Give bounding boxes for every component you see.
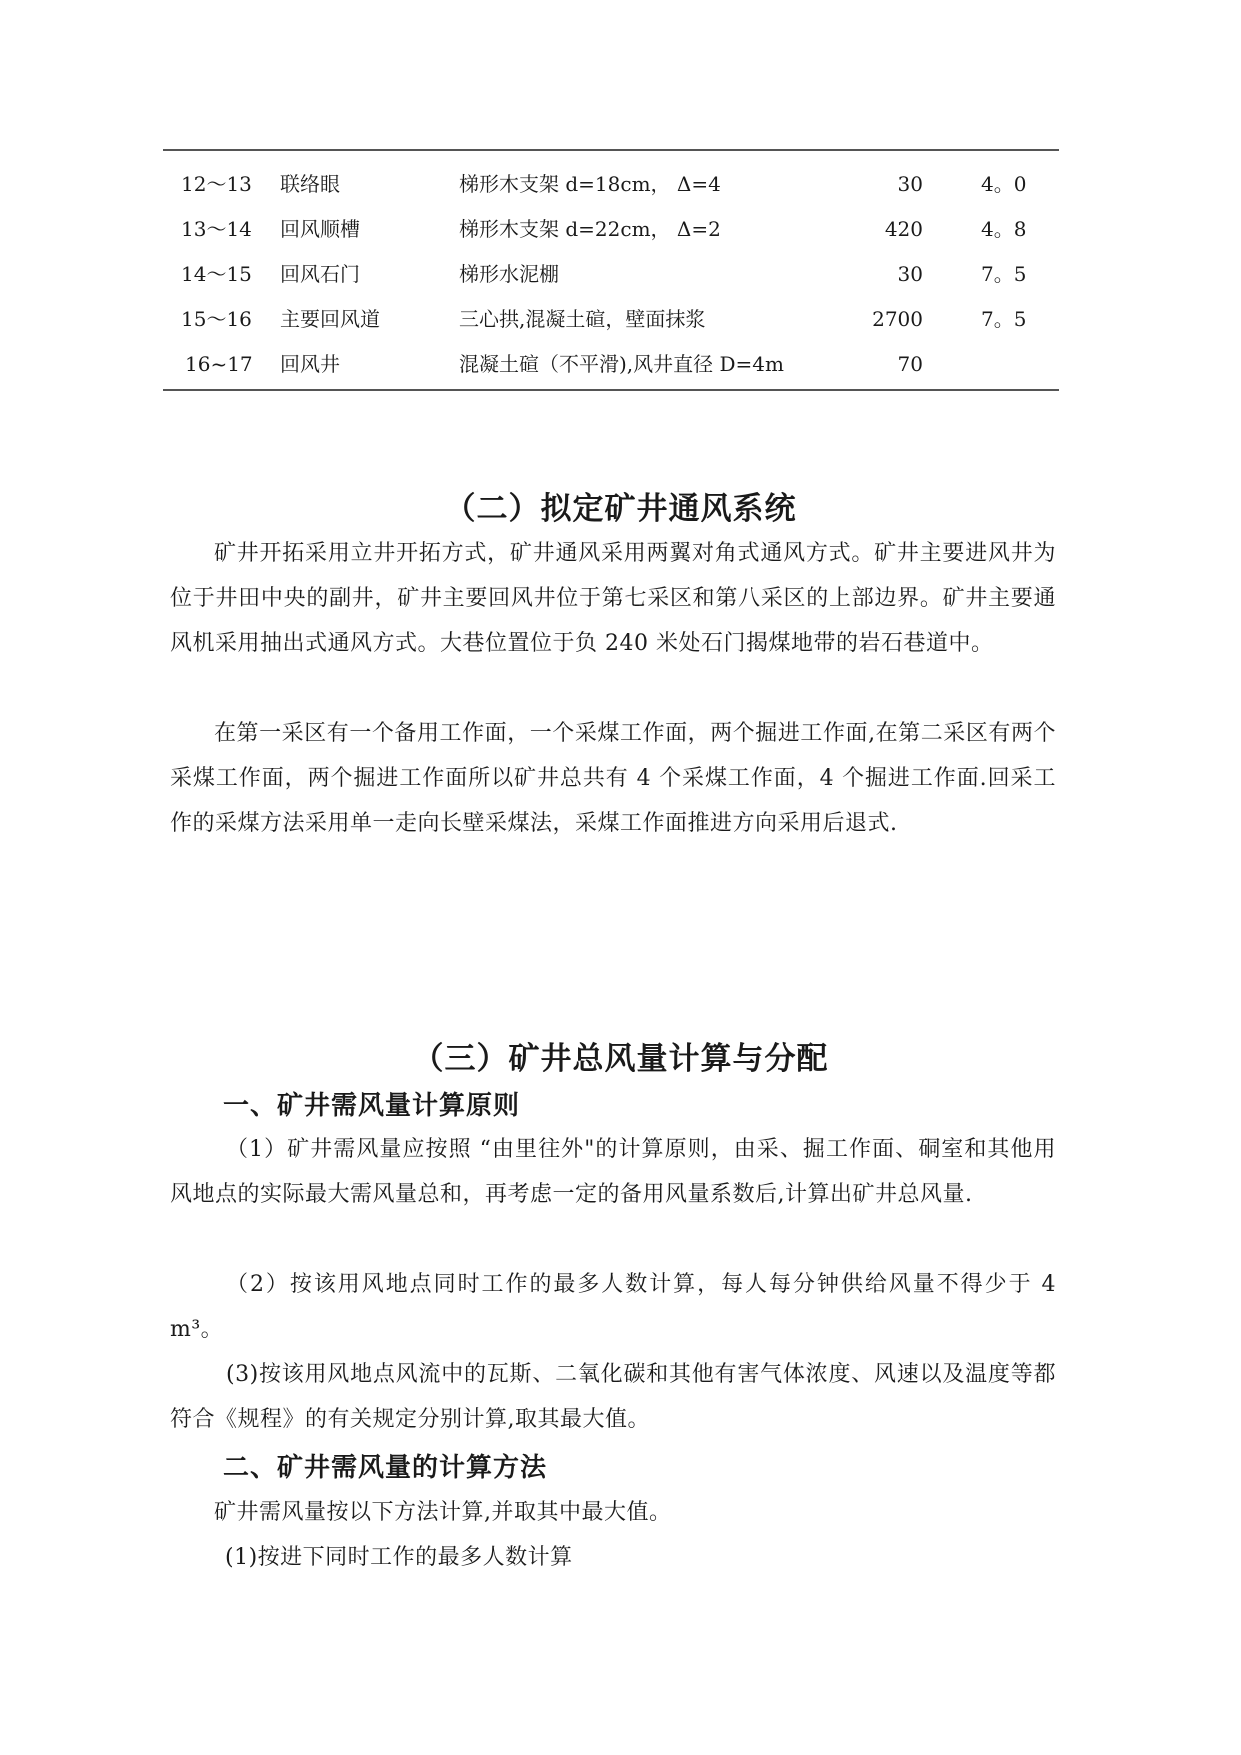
value-cell: 4。8 <box>981 217 1027 241</box>
method-1-text: (1)按进下同时工作的最多人数计算 <box>225 1545 573 1570</box>
length-cell: 30 <box>897 172 923 196</box>
support-cell: 梯形木支架 d=22cm， Δ=2 <box>459 217 721 241</box>
value-cell: 7。5 <box>981 307 1027 331</box>
section-cell: 15～16 <box>181 307 252 331</box>
section-cell: 14～15 <box>181 262 252 286</box>
section-cell: 16~17 <box>185 352 253 376</box>
roadway-name-cell: 回风顺槽 <box>280 217 360 241</box>
section-3-heading: （三）矿井总风量计算与分配 <box>412 1041 829 1077</box>
section-2-paragraph-1: 矿井开拓采用立井开拓方式，矿井通风采用两翼对角式通风方式。矿井主要进风井为位于井田中央的副井，矿井主要回风井位于第七采区和第八采区的上部边界。矿井主要通风机采用抽出式通风方式。大巷位置位于负 240 米处石门揭煤地带的岩石巷道中。 <box>170 541 1056 656</box>
principle-1-paragraph: （1）矿井需风量应按照 “由里往外"的计算原则，由采、掘工作面、硐室和其他用风地点的实际最大需风量总和，再考虑一定的备用风量系数后,计算出矿井总风量. <box>170 1137 1056 1207</box>
roadway-name-cell: 回风石门 <box>280 262 360 286</box>
roadway-table <box>163 149 1059 391</box>
methods-intro-text: 矿井需风量按以下方法计算,并取其中最大值。 <box>214 1500 672 1525</box>
table-row <box>163 342 1059 387</box>
support-cell: 三心拱,混凝土碹，壁面抹浆 <box>459 307 706 331</box>
principle-3-paragraph: (3)按该用风地点风流中的瓦斯、二氧化碳和其他有害气体浓度、风速以及温度等都符合《规程》的有关规定分别计算,取其最大值。 <box>170 1362 1056 1432</box>
value-cell: 4。0 <box>981 172 1027 196</box>
roadway-name-cell: 回风井 <box>280 352 340 376</box>
length-cell: 30 <box>897 262 923 286</box>
support-cell: 混凝土碹（不平滑),风井直径 D=4m <box>459 352 784 376</box>
roadway-name-cell: 主要回风道 <box>280 307 380 331</box>
table-row <box>163 297 1059 342</box>
length-cell: 70 <box>897 352 923 376</box>
subheading-principles: 一、矿井需风量计算原则 <box>223 1091 521 1121</box>
subheading-methods: 二、矿井需风量的计算方法 <box>223 1453 548 1483</box>
table-row <box>163 207 1059 252</box>
support-cell: 梯形水泥棚 <box>459 262 559 286</box>
table-row <box>163 162 1059 207</box>
roadway-name-cell: 联络眼 <box>280 172 340 196</box>
support-cell: 梯形木支架 d=18cm， Δ=4 <box>459 172 721 196</box>
value-cell: 7。5 <box>981 262 1027 286</box>
section-cell: 13～14 <box>181 217 252 241</box>
length-cell: 2700 <box>872 307 923 331</box>
length-cell: 420 <box>884 217 923 241</box>
principle-2-paragraph: （2）按该用风地点同时工作的最多人数计算，每人每分钟供给风量不得少于 4 m³。 <box>170 1272 1056 1342</box>
section-2-heading: （二）拟定矿井通风系统 <box>444 491 797 527</box>
section-2-paragraph-2: 在第一采区有一个备用工作面，一个采煤工作面，两个掘进工作面,在第二采区有两个采煤工作面，两个掘进工作面所以矿井总共有 4 个采煤工作面，4 个掘进工作面.回采工作的采煤方法采用单一走向长壁采煤法，采煤工作面推进方向采用后退式. <box>170 721 1056 836</box>
section-cell: 12～13 <box>181 172 252 196</box>
table-row <box>163 252 1059 297</box>
